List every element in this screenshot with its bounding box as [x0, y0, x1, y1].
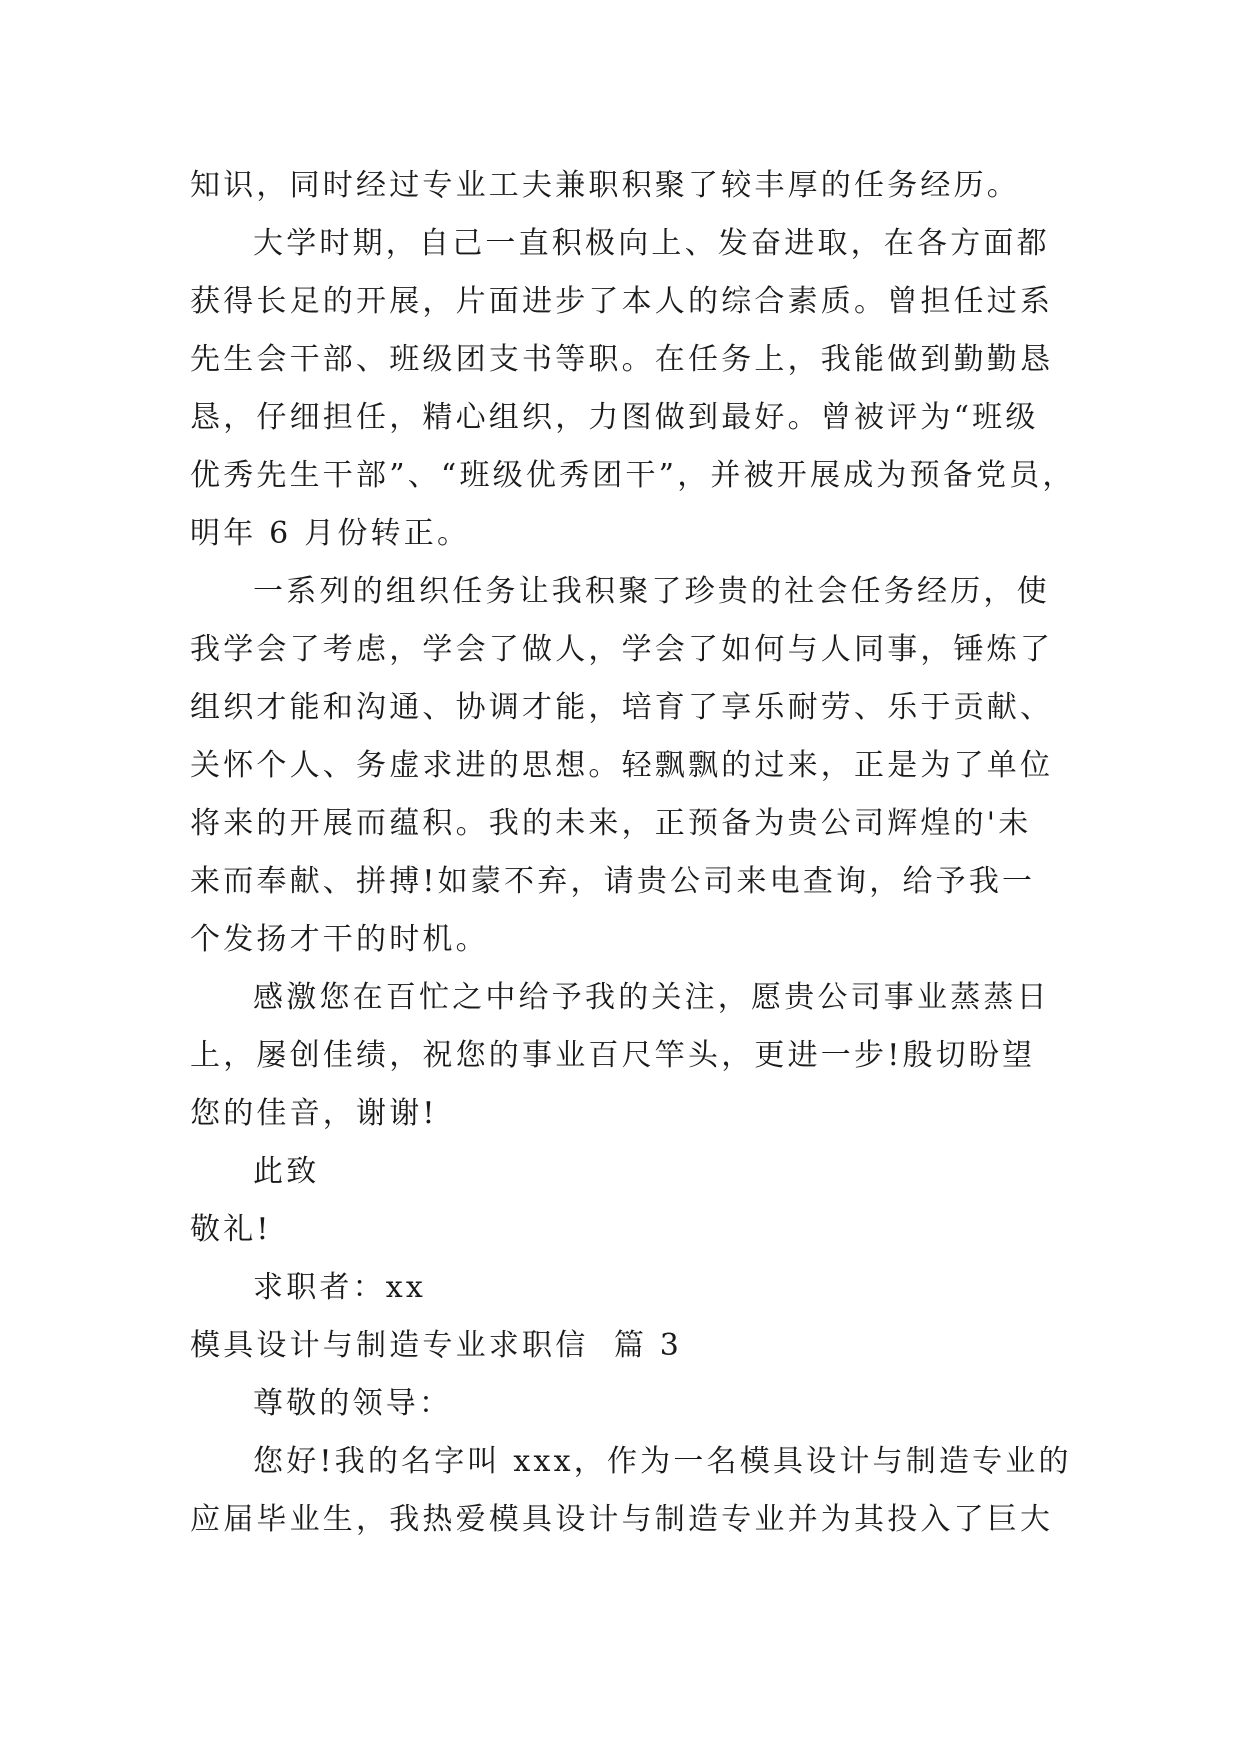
paragraph-line: 获得长足的开展，片面进步了本人的综合素质。曾担任过系 — [190, 284, 1054, 319]
paragraph-line: 您好!我的名字叫 xxx，作为一名模具设计与制造专业的 — [253, 1444, 1072, 1479]
paragraph-line: 优秀先生干部”、“班级优秀团干”，并被开展成为预备党员， — [190, 458, 1076, 493]
closing-line: 此致 — [253, 1154, 320, 1189]
paragraph-line: 知识，同时经过专业工夫兼职积聚了较丰厚的任务经历。 — [190, 168, 1020, 203]
paragraph-line: 个发扬才干的时机。 — [190, 922, 489, 957]
signature-line: 求职者：xx — [253, 1270, 427, 1305]
salutation-line: 敬礼! — [190, 1212, 272, 1247]
paragraph-line: 我学会了考虑，学会了做人，学会了如何与人同事，锤炼了 — [190, 632, 1054, 667]
paragraph-line: 先生会干部、班级团支书等职。在任务上，我能做到勤勤恳 — [190, 342, 1054, 377]
paragraph-line: 恳，仔细担任，精心组织，力图做到最好。曾被评为“班级 — [190, 400, 1039, 435]
paragraph-line: 应届毕业生，我热爱模具设计与制造专业并为其投入了巨大 — [190, 1502, 1054, 1537]
greeting-line: 尊敬的领导： — [253, 1386, 453, 1421]
paragraph-line: 感激您在百忙之中给予我的关注，愿贵公司事业蒸蒸日 — [253, 980, 1050, 1015]
paragraph-line: 关怀个人、务虚求进的思想。轻飘飘的过来，正是为了单位 — [190, 748, 1054, 783]
paragraph-line: 大学时期，自己一直积极向上、发奋进取，在各方面都 — [253, 226, 1050, 261]
paragraph-line: 明年 6 月份转正。 — [190, 516, 471, 551]
paragraph-line: 将来的开展而蕴积。我的未来，正预备为贵公司辉煌的'未 — [190, 806, 1032, 841]
paragraph-line: 一系列的组织任务让我积聚了珍贵的社会任务经历，使 — [253, 574, 1050, 609]
paragraph-line: 上，屡创佳绩，祝您的事业百尺竿头，更进一步!殷切盼望 — [190, 1038, 1036, 1073]
section-heading: 模具设计与制造专业求职信 篇 3 — [190, 1328, 683, 1363]
paragraph-line: 来而奉献、拼搏!如蒙不弃，请贵公司来电查询，给予我一 — [190, 864, 1036, 899]
paragraph-line: 您的佳音，谢谢! — [190, 1096, 438, 1131]
paragraph-line: 组织才能和沟通、协调才能，培育了享乐耐劳、乐于贡献、 — [190, 690, 1054, 725]
